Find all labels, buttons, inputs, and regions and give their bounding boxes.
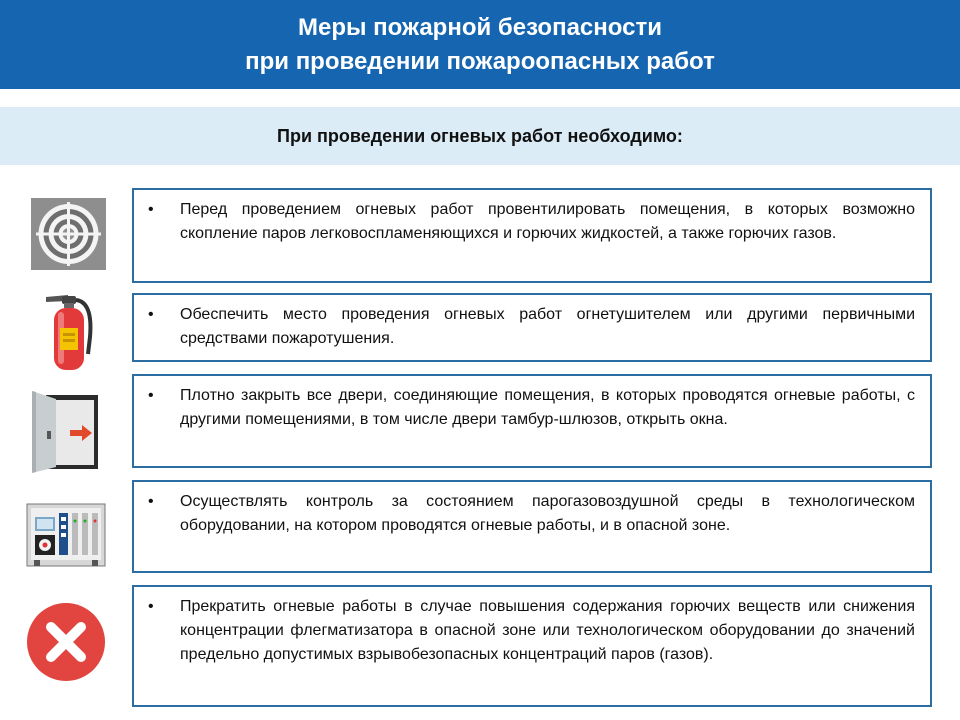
page-title-line-2: при проведении пожароопасных работ: [245, 47, 715, 75]
page-title-line-1: Меры пожарной безопасности: [298, 13, 662, 41]
list-item: [132, 585, 932, 707]
door-icon: [30, 389, 100, 475]
page-header: [0, 0, 960, 89]
stop-icon: [26, 602, 106, 682]
fire-extinguisher-icon: [38, 292, 96, 372]
bullet: •: [148, 598, 154, 615]
list-item: [132, 480, 932, 573]
list-item-text: Плотно закрыть все двери, соединяющие помещения, в которых проводятся огневые работы, с другими помещениями, в том числе двери тамбур-шлюзов, открыть окна.: [180, 387, 915, 428]
bullet: •: [148, 493, 154, 510]
list-item: [132, 188, 932, 283]
list-item-text: Осуществлять контроль за состоянием парогазовоздушной среды в технологическом оборудовании, на котором проводятся огневые работы, и в опасной зоне.: [180, 493, 915, 534]
list-item: [132, 374, 932, 468]
list-item-text: Обеспечить место проведения огневых работ огнетушителем или другими первичными средствами пожаротушения.: [180, 306, 915, 347]
bullet: •: [148, 387, 154, 404]
control-panel-icon: [26, 503, 106, 569]
list-item: [132, 293, 932, 362]
list-item-text: Перед проведением огневых работ провентилировать помещения, в которых возможно скопление паров легковоспламеняющихся и горючих жидкостей, а также горючих газов.: [180, 201, 915, 242]
section-heading: При проведении огневых работ необходимо:: [0, 107, 960, 165]
bullet: •: [148, 201, 154, 218]
list-item-text: Прекратить огневые работы в случае повышения содержания горючих веществ или снижения концентрации флегматизатора в опасной зоне или технологическом оборудовании до значений предельно допустимых взрывобезопасных концентраций паров (газов).: [180, 598, 915, 663]
bullet: •: [148, 306, 154, 323]
ventilation-icon: [31, 198, 106, 270]
